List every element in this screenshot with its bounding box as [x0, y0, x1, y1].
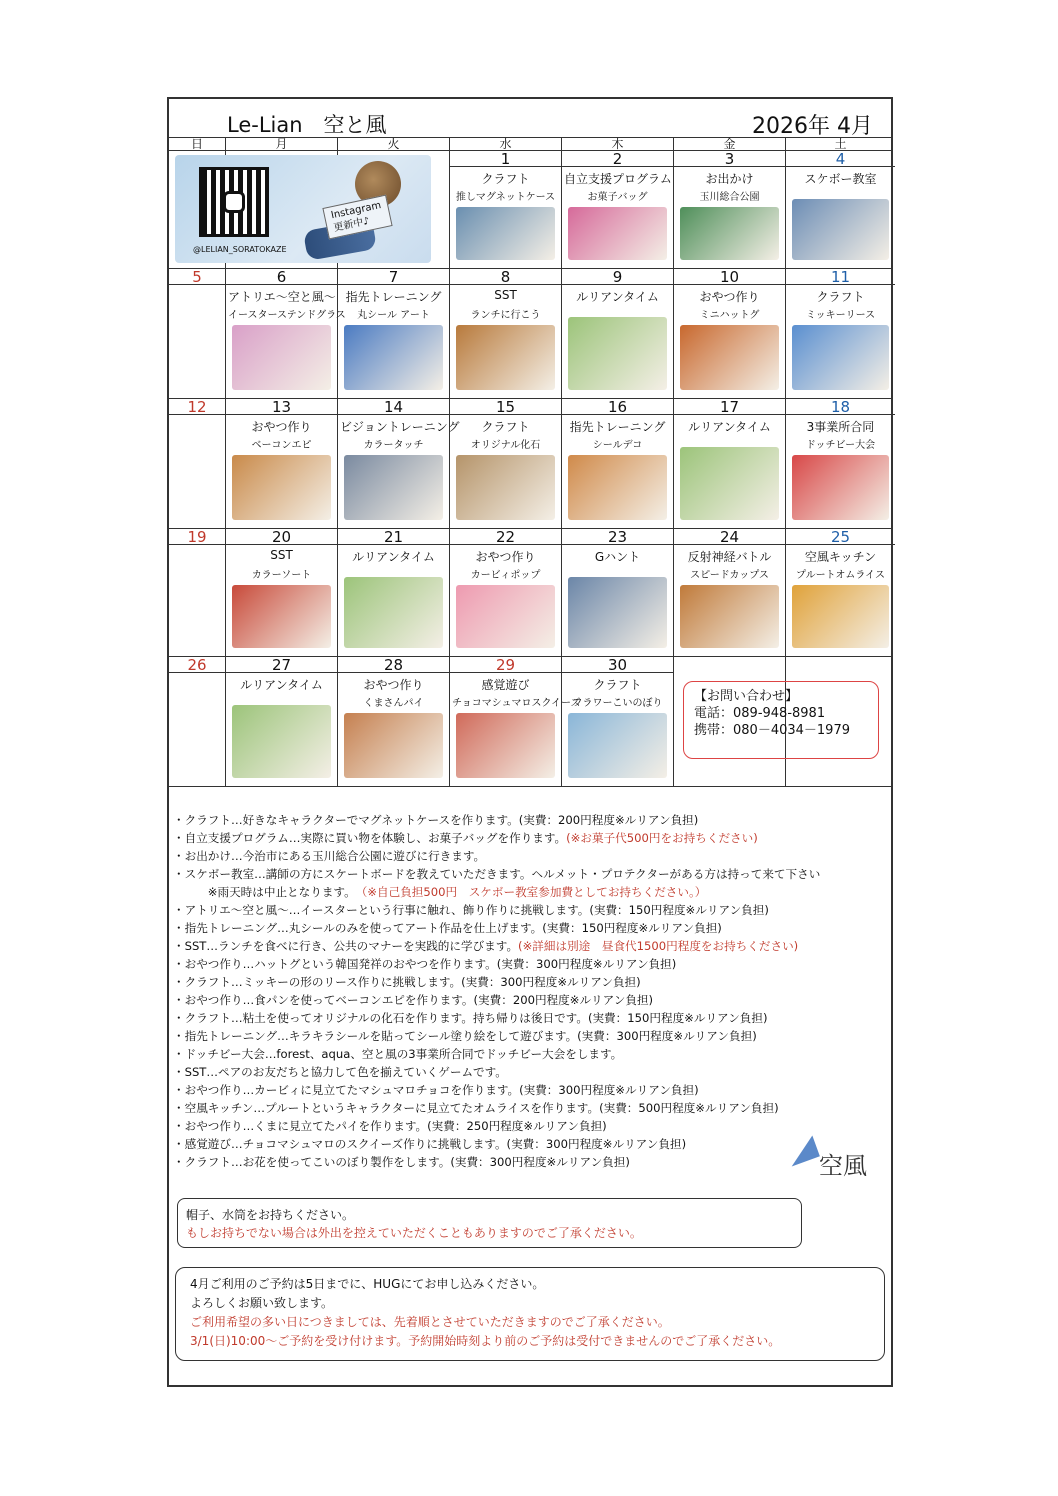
note-line	[169, 829, 891, 847]
day-number: 14	[338, 399, 449, 415]
note-line	[169, 937, 891, 955]
activity-title: プルートオムライス	[796, 570, 885, 581]
note-text: ・おやつ作り…ハットグという韓国発祥のおやつを作ります。(実費：300円程度※ルリアン負担)	[173, 957, 677, 971]
activity-category: 感覚遊び	[481, 678, 530, 692]
week-row	[169, 529, 891, 657]
day-number: 8	[450, 269, 561, 285]
day-number: 28	[338, 657, 449, 673]
activity-photo	[568, 455, 667, 520]
activity-photo	[568, 577, 667, 648]
day-number: 21	[338, 529, 449, 545]
activity-title: スピードカップス	[690, 570, 769, 581]
activity-category: ビジョントレーニング	[340, 420, 460, 434]
activity-category: ルリアンタイム	[576, 290, 659, 304]
contact-box	[683, 681, 879, 759]
day-number: 20	[226, 529, 337, 545]
day-cell	[561, 151, 673, 268]
note-line	[169, 901, 891, 919]
day-number: 30	[562, 657, 673, 673]
activity-title: カービィポップ	[470, 570, 541, 581]
day-cell	[785, 151, 895, 268]
reservation-line-3: ご利用希望の多い日につきましては、先着順とさせていただきますのでご了承ください。	[190, 1315, 670, 1329]
activity-title: カラータッチ	[363, 440, 424, 451]
day-cell	[337, 269, 449, 398]
note-text: ・スケボー教室…講師の方にスケートボードを教えていただきます。ヘルメット・プロテクターがある方は持って来て下さい	[173, 867, 821, 881]
day-cell	[785, 269, 895, 398]
day-cell	[673, 399, 785, 528]
reservation-line-1: 4月ご利用のご予約は5日までに、HUGにてお申し込みください。	[190, 1277, 545, 1291]
reservation-line-4: 3/1(日)10:00～ご予約を受け付けます。予約開始時刻より前のご予約は受付できませんのでご了承ください。	[190, 1334, 781, 1348]
page-title: Le-Lian 空と風	[227, 113, 387, 137]
day-cell	[673, 151, 785, 268]
activity-title: ミニハットグ	[699, 310, 760, 321]
activity-photo	[568, 207, 667, 260]
instagram-sign: Instagram 更新中♪	[322, 195, 392, 240]
note-text: ・クラフト…お花を使ってこいのぼり製作をします。(実費：300円程度※ルリアン負担)	[173, 1155, 630, 1169]
activity-category: 指先トレーニング	[569, 420, 666, 434]
note-text: ・SST…ランチを食べに行き、公共のマナーを実践的に学びます。	[173, 939, 519, 953]
day-cell	[225, 268, 346, 398]
day-number: 18	[786, 399, 895, 415]
activity-category: SST	[270, 548, 293, 562]
note-text: ・空風キッチン…プルートというキャラクターに見立てたオムライスを作ります。(実費：500円程度※ルリアン負担)	[173, 1101, 779, 1115]
note-line	[169, 991, 891, 1009]
day-cell	[673, 269, 785, 398]
day-number: 25	[786, 529, 895, 545]
activity-category: ルリアンタイム	[688, 420, 771, 434]
day-cell	[561, 529, 673, 656]
note-line	[169, 1081, 891, 1099]
activity-photo	[232, 705, 331, 778]
note-text: ・おやつ作り…カービィに見立てたマシュマロチョコを作ります。(実費：300円程度※ルリアン負担)	[173, 1083, 699, 1097]
day-number: 10	[674, 269, 785, 285]
note-line	[169, 1045, 891, 1063]
note-line	[169, 1099, 891, 1117]
day-cell	[561, 399, 673, 528]
day-number: 19	[169, 529, 225, 545]
activity-category: おやつ作り	[251, 420, 312, 434]
activity-category: 3事業所合同	[806, 420, 875, 434]
activity-category: 空風キッチン	[804, 550, 877, 564]
activity-photo	[680, 447, 779, 520]
day-number: 6	[226, 269, 337, 285]
day-number: 2	[562, 151, 673, 167]
contact-title: 【お問い合わせ】	[694, 689, 799, 704]
activity-photo	[456, 585, 555, 648]
activity-category: クラフト	[481, 420, 530, 434]
activity-title: くまさんパイ	[363, 698, 424, 709]
day-number: 17	[674, 399, 785, 415]
activity-photo	[680, 207, 779, 260]
weekday-label: 日	[190, 137, 203, 151]
activity-category: 自立支援プログラム	[564, 172, 672, 186]
day-cell	[449, 151, 561, 268]
note-text: ・クラフト…ミッキーの形のリース作りに挑戦します。(実費：300円程度※ルリアン負担)	[173, 975, 641, 989]
contact-phone: 電話：089-948-8981	[694, 706, 826, 721]
day-cell	[785, 529, 895, 656]
day-number: 4	[786, 151, 895, 167]
week-row	[169, 269, 891, 399]
day-number: 12	[169, 399, 225, 415]
activity-title: ランチに行こう	[470, 310, 541, 321]
activity-title: イースターステンドグラス	[228, 310, 346, 321]
note-line	[169, 811, 891, 829]
weekday-label: 木	[561, 137, 673, 151]
note-line	[169, 883, 891, 901]
note-line	[169, 1117, 891, 1135]
day-cell	[673, 529, 785, 656]
activity-photo	[456, 207, 555, 260]
calendar-grid	[169, 137, 891, 789]
day-cell	[169, 269, 225, 398]
activity-category: おやつ作り	[699, 290, 760, 304]
note-line	[169, 1153, 891, 1171]
activity-photo	[344, 455, 443, 520]
activity-title: ドッチビー大会	[805, 440, 876, 451]
activity-category: SST	[494, 288, 517, 302]
activity-category: スケボー教室	[804, 172, 877, 186]
activity-photo	[344, 577, 443, 648]
note-line	[169, 955, 891, 973]
activity-category: ルリアンタイム	[240, 678, 323, 692]
activity-photo	[344, 713, 443, 778]
day-cell	[785, 399, 895, 528]
activity-category: 反射神経バトル	[687, 550, 772, 564]
activity-title: オリジナル化石	[470, 440, 541, 451]
month-label: 2026年 4月	[752, 114, 873, 139]
day-number: 23	[562, 529, 673, 545]
activity-photo	[232, 585, 331, 648]
day-cell	[225, 657, 337, 786]
activity-photo	[792, 585, 889, 648]
activity-photo	[568, 713, 667, 778]
note-text: ・ドッチビー大会…forest、aqua、空と風の3事業所合同でドッチビー大会をします。	[173, 1047, 623, 1061]
note-text: ・お出かけ…今治市にある玉川総合公園に遊びに行きます。	[173, 849, 486, 863]
activity-title: 丸シール アート	[357, 310, 430, 321]
calendar-sheet	[167, 97, 893, 1387]
week-row	[169, 399, 891, 529]
note-text: ※雨天時は中止となります。	[173, 885, 362, 899]
day-cell	[449, 399, 561, 528]
note-line	[169, 1027, 891, 1045]
activity-photo	[232, 455, 331, 520]
activity-photo	[456, 325, 555, 390]
activity-title: カラーソート	[251, 570, 312, 581]
note-text: ・おやつ作り…食パンを使ってベーコンエピを作ります。(実費：200円程度※ルリアン負担)	[173, 993, 654, 1007]
activity-photo	[568, 317, 667, 390]
day-cell	[449, 656, 581, 786]
note-line	[169, 1135, 891, 1153]
day-number: 15	[450, 399, 561, 415]
note-line	[169, 847, 891, 865]
logo-text: 空風	[819, 1152, 867, 1180]
belongings-line-2: もしお持ちでない場合は外出を控えていただくこともありますのでご了承ください。	[186, 1226, 642, 1240]
day-cell	[169, 657, 225, 786]
note-highlight: （※自己負担500円 スケボー教室参加費としてお持ちください。）	[361, 885, 707, 899]
note-highlight: (※詳細は別途 昼食代1500円程度をお持ちください)	[518, 939, 799, 953]
activity-photo	[792, 325, 889, 390]
reservation-line-2: よろしくお願い致します。	[190, 1296, 334, 1310]
activity-category: クラフト	[816, 290, 865, 304]
activity-category: お出かけ	[705, 172, 754, 186]
note-line	[169, 1063, 891, 1081]
day-cell	[337, 529, 449, 656]
day-cell	[561, 657, 673, 786]
activity-notes	[169, 811, 891, 1171]
day-number: 26	[169, 657, 225, 673]
activity-photo	[232, 325, 331, 390]
activity-photo	[680, 585, 779, 648]
day-number: 7	[338, 269, 449, 285]
note-text: ・クラフト…好きなキャラクターでマグネットケースを作ります。(実費：200円程度※ルリアン負担)	[173, 813, 699, 827]
activity-title: 推しマグネットケース	[455, 192, 556, 203]
activity-photo	[456, 455, 555, 520]
activity-photo	[344, 325, 443, 390]
activity-title: フラワーこいのぼり	[572, 698, 663, 709]
day-number: 9	[562, 269, 673, 285]
activity-title: お菓子バッグ	[587, 192, 648, 203]
activity-title: シールデコ	[592, 440, 643, 451]
day-number: 3	[674, 151, 785, 167]
note-line	[169, 919, 891, 937]
activity-title: 玉川総合公園	[699, 192, 760, 203]
weekday-label: 水	[449, 137, 561, 151]
day-cell	[169, 529, 225, 656]
contact-mobile: 携帯：080－4034－1979	[694, 723, 850, 738]
reservation-notice	[175, 1267, 885, 1361]
activity-category: 指先トレーニング	[345, 290, 442, 304]
paper-plane-icon	[784, 1136, 820, 1167]
day-number: 13	[226, 399, 337, 415]
weekday-row	[169, 137, 891, 151]
day-cell	[561, 269, 673, 398]
activity-category: Gハント	[594, 550, 641, 564]
note-text: ・自立支援プログラム…実際に買い物を体験し、お菓子バッグを作ります。	[173, 831, 567, 845]
weekday-label: 土	[785, 137, 895, 151]
day-number: 22	[450, 529, 561, 545]
day-number: 27	[226, 657, 337, 673]
day-cell	[449, 529, 561, 656]
activity-title: チョコマシュマロスクイーズ	[452, 698, 581, 709]
activity-category: おやつ作り	[475, 550, 536, 564]
note-text: ・感覚遊び…チョコマシュマロのスクイーズ作りに挑戦します。(実費：300円程度※ルリアン負担)	[173, 1137, 687, 1151]
activity-photo	[456, 713, 555, 778]
activity-title: ミッキーリース	[805, 310, 876, 321]
weekday-label: 月	[225, 137, 337, 151]
header	[169, 99, 891, 137]
day-number: 24	[674, 529, 785, 545]
note-text: ・SST…ペアのお友だちと協力して色を揃えていくゲームです。	[173, 1065, 507, 1079]
activity-photo	[792, 455, 889, 520]
day-cell	[337, 398, 460, 528]
activity-category: クラフト	[593, 678, 642, 692]
note-line	[169, 1009, 891, 1027]
day-cell	[225, 529, 337, 656]
day-number: 1	[450, 151, 561, 167]
instagram-banner[interactable]	[175, 155, 431, 263]
day-cell	[225, 399, 337, 528]
note-highlight: (※お菓子代500円をお持ちください)	[566, 831, 758, 845]
belongings-notice	[177, 1198, 802, 1248]
day-cell	[337, 657, 449, 786]
note-text: ・指先トレーニング…丸シールのみを使ってアート作品を仕上げます。(実費：150円程度※ルリアン負担)	[173, 921, 722, 935]
day-number: 11	[786, 269, 895, 285]
note-text: ・指先トレーニング…キラキラシールを貼ってシール塗り絵をして遊びます。(実費：300円程度※ルリアン負担)	[173, 1029, 757, 1043]
day-number: 5	[169, 269, 225, 285]
note-text: ・アトリエ～空と風～…イースターという行事に触れ、飾り作りに挑戦します。(実費：150円程度※ルリアン負担)	[173, 903, 769, 917]
activity-photo	[680, 325, 779, 390]
activity-category: おやつ作り	[363, 678, 424, 692]
day-cell	[169, 399, 225, 528]
day-number: 16	[562, 399, 673, 415]
weekday-label: 金	[673, 137, 785, 151]
note-text: ・クラフト…粘土を使ってオリジナルの化石を作ります。持ち帰りは後日です。(実費：150円程度※ルリアン負担)	[173, 1011, 768, 1025]
activity-category: ルリアンタイム	[352, 550, 435, 564]
activity-photo	[792, 199, 889, 260]
instagram-handle: @LELIAN_SORATOKAZE	[193, 245, 287, 254]
activity-title: ベーコンエピ	[251, 440, 312, 451]
day-number: 29	[450, 657, 561, 673]
day-cell	[449, 269, 561, 398]
note-line	[169, 973, 891, 991]
belongings-line-1: 帽子、水筒をお持ちください。	[186, 1208, 355, 1222]
instagram-icon	[223, 191, 245, 213]
sorakaze-logo	[787, 1136, 877, 1188]
activity-category: クラフト	[481, 172, 530, 186]
activity-category: アトリエ～空と風～	[228, 290, 336, 304]
note-text: ・おやつ作り…くまに見立てたパイを作ります。(実費：250円程度※ルリアン負担)	[173, 1119, 607, 1133]
note-line	[169, 865, 891, 883]
weekday-label: 火	[337, 137, 449, 151]
